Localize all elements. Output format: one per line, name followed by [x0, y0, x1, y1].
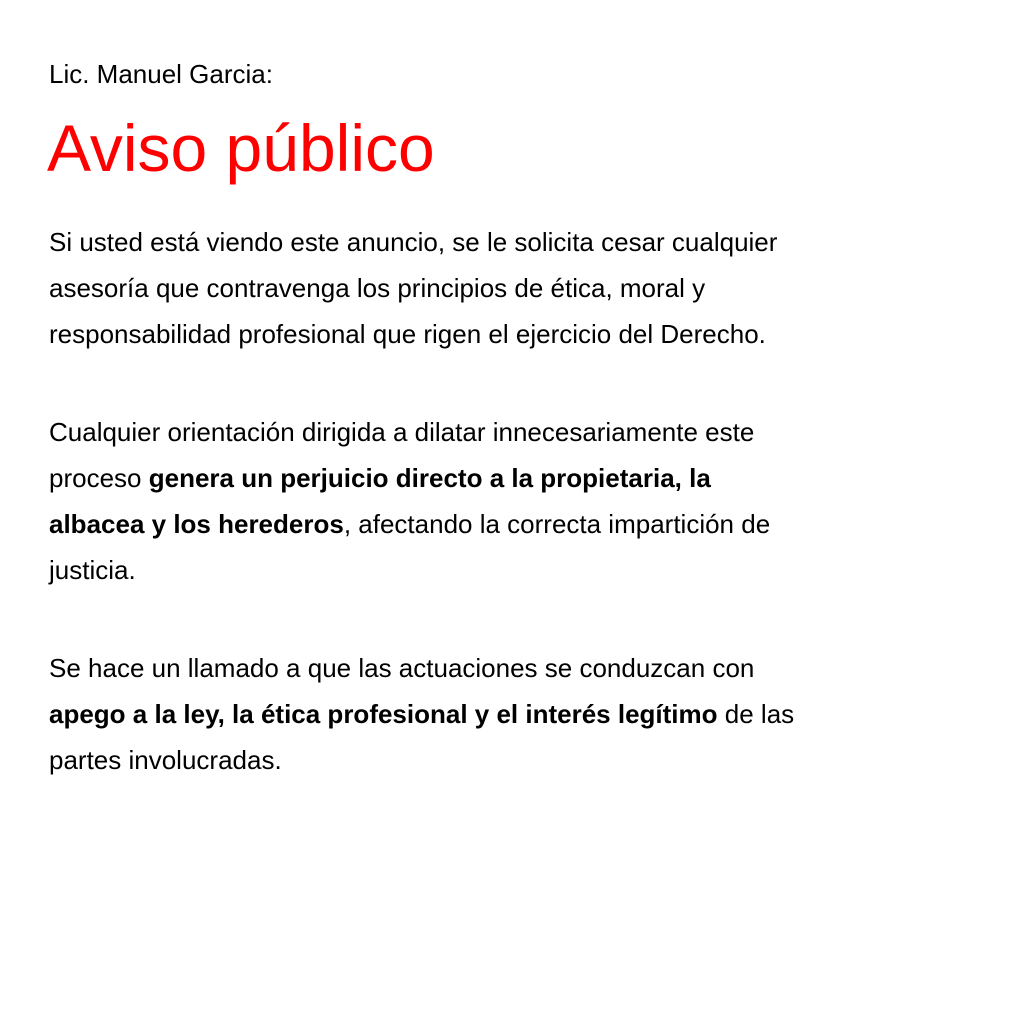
- paragraph1-line2: asesoría que contravenga los principios de ética, moral y: [49, 273, 706, 303]
- paragraph1-line1: Si usted está viendo este anuncio, se le solicita cesar cualquier: [49, 227, 778, 257]
- paragraph-cease-advice: [49, 219, 969, 357]
- paragraph1-line3: responsabilidad profesional que rigen el ejercicio del Derecho.: [49, 319, 766, 349]
- addressee-line: Lic. Manuel Garcia:: [49, 59, 273, 89]
- paragraph2-line3: [49, 501, 969, 547]
- paragraph2-line1: Cualquier orientación dirigida a dilatar innecesariamente este: [49, 417, 755, 447]
- paragraph3-line1: Se hace un llamado a que las actuaciones se conduzcan con: [49, 653, 755, 683]
- paragraph2-line3-plain: , afectando la correcta impartición de: [343, 509, 771, 539]
- paragraph-harm-warning: [49, 409, 969, 593]
- paragraph3-line2-plain: de las: [717, 699, 795, 729]
- paragraph2-line2-emphasis: genera un perjuicio directo a la propietaria, la: [148, 463, 711, 493]
- notice-title: Aviso público: [47, 111, 435, 185]
- paragraph-call-to-conduct: [49, 645, 969, 783]
- paragraph3-line2: [49, 691, 969, 737]
- paragraph3-line3: partes involucradas.: [49, 745, 282, 775]
- paragraph2-line2: [49, 455, 969, 501]
- paragraph2-line3-emphasis: albacea y los herederos: [49, 509, 344, 539]
- paragraph2-line2-plain: proceso: [49, 463, 149, 493]
- paragraph3-line2-emphasis: apego a la ley, la ética profesional y el interés legítimo: [49, 699, 718, 729]
- paragraph2-line4: justicia.: [49, 555, 136, 585]
